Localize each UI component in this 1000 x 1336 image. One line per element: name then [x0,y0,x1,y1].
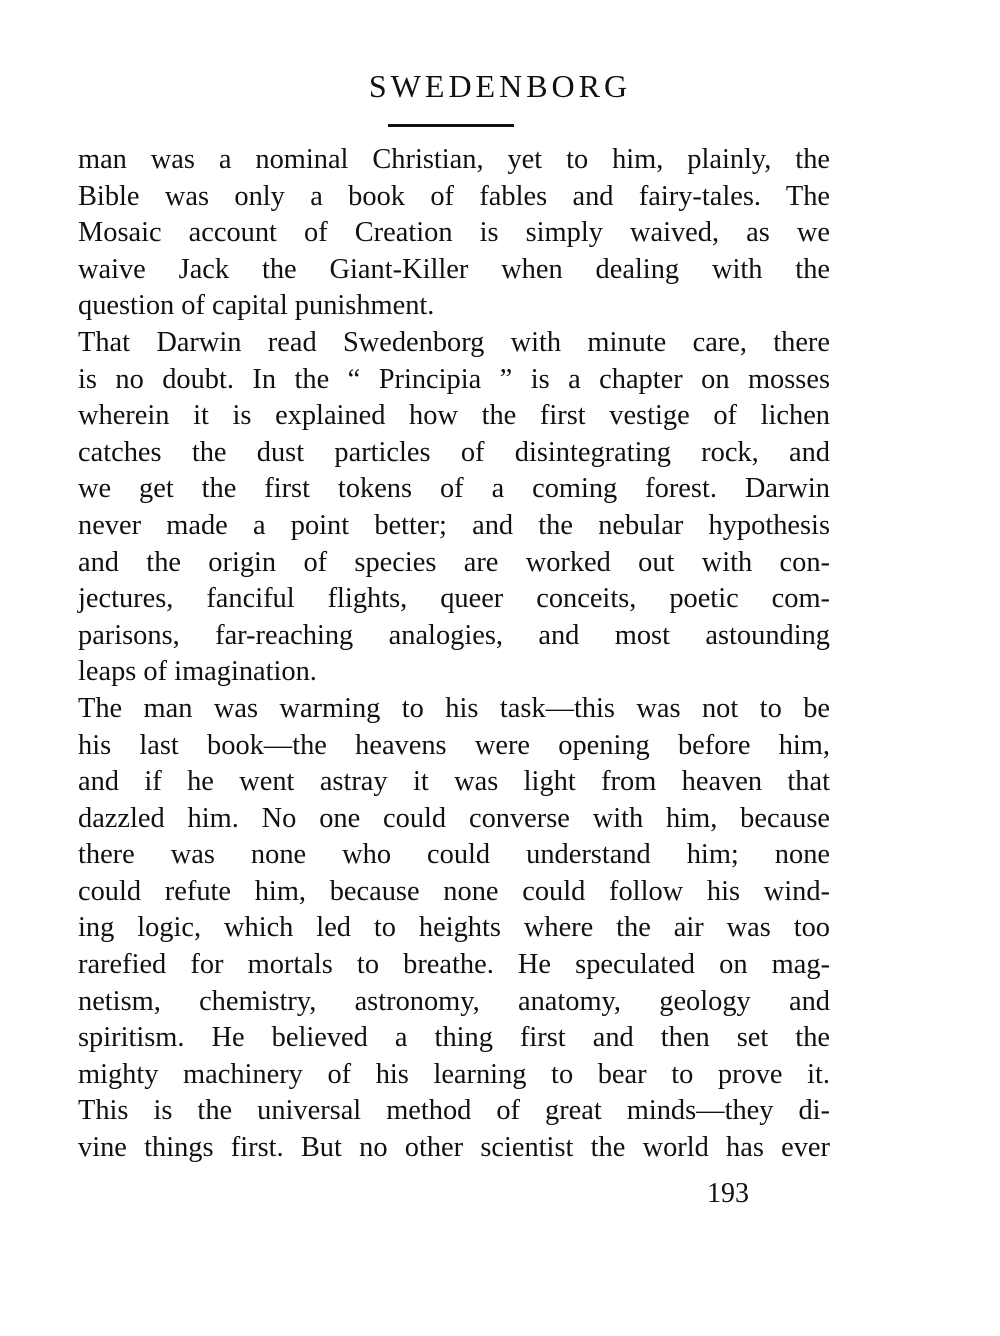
text-line: there was none who could understand him; none [78,839,830,871]
text-line: parisons, far-reaching analogies, and most astounding [78,619,830,651]
text-line: jectures, fanciful flights, queer conceits, poetic com- [78,583,830,615]
text-line: leaps of imagination. [78,656,317,688]
text-line: is no doubt. In the “ Principia ” is a chapter on mosses [78,363,830,395]
text-line: never made a point better; and the nebular hypothesis [78,509,830,541]
paragraph-3 [78,691,830,1167]
text-line: catches the dust particles of disintegrating rock, and [78,436,830,468]
head-rule [388,124,514,127]
body-text [78,142,830,1167]
running-head: SWEDENBORG [368,68,632,104]
text-line: netism, chemistry, astronomy, anatomy, geology and [78,985,830,1017]
text-line: rarefied for mortals to breathe. He speculated on mag- [78,949,830,981]
text-line: vine things first. But no other scientist the world has ever [78,1132,830,1164]
text-line: question of capital punishment. [78,290,435,322]
text-line: and if he went astray it was light from heaven that [78,766,830,798]
text-line: Bible was only a book of fables and fairy-tales. The [78,180,830,212]
text-line: waive Jack the Giant-Killer when dealing with the [78,253,830,285]
page-number: 193 [707,1178,749,1209]
text-line: ing logic, which led to heights where the air was too [78,912,830,944]
text-line: dazzled him. No one could converse with him, because [78,802,830,834]
text-line: The man was warming to his task—this was not to be [78,692,830,724]
text-line: we get the first tokens of a coming forest. Darwin [78,473,830,505]
text-line: Mosaic account of Creation is simply waived, as we [78,217,830,249]
text-line: This is the universal method of great minds—they di- [78,1095,830,1127]
text-line: man was a nominal Christian, yet to him, plainly, the [78,144,830,175]
text-line: That Darwin read Swedenborg with minute care, there [78,326,830,358]
text-line: wherein it is explained how the first vestige of lichen [78,400,830,432]
text-line: could refute him, because none could follow his wind- [78,875,830,907]
text-line: his last book—the heavens were opening before him, [78,729,830,761]
text-line: and the origin of species are worked out with con- [78,546,830,578]
paragraph-1 [78,142,830,325]
text-line: mighty machinery of his learning to bear to prove it. [78,1058,830,1090]
text-line: spiritism. He believed a thing first and then set the [78,1022,830,1054]
paragraph-2 [78,325,830,691]
